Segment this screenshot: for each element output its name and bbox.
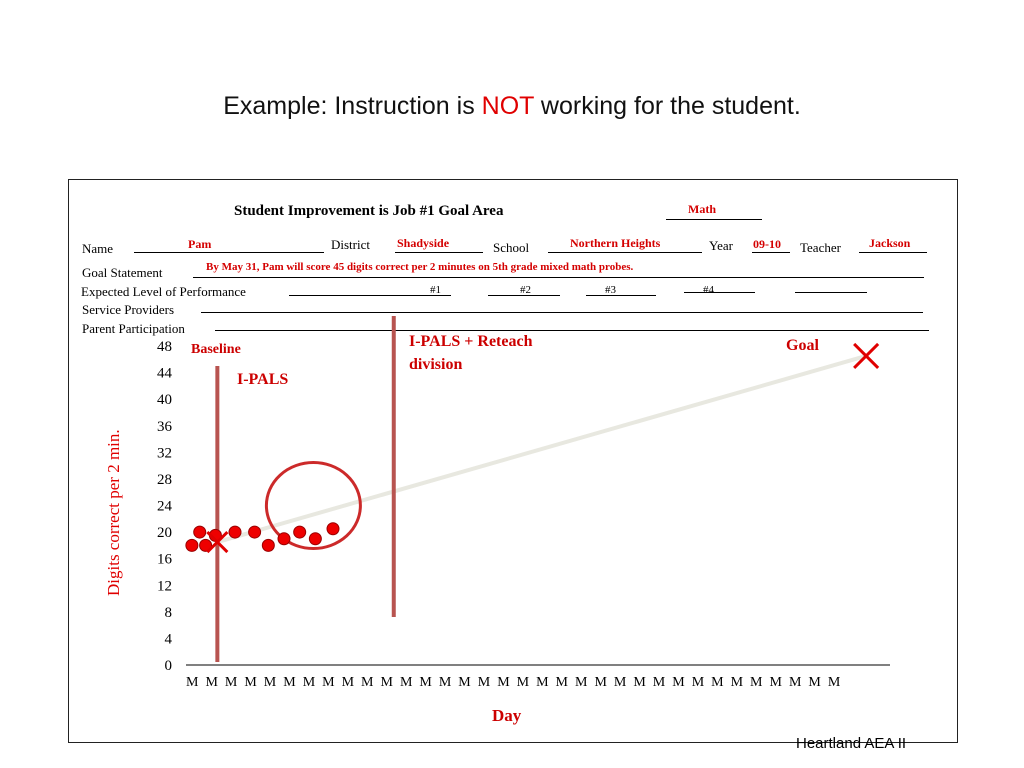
x-tick-label: M bbox=[613, 675, 627, 690]
x-tick-label: M bbox=[672, 675, 685, 690]
level-4-label: #4 bbox=[703, 284, 714, 296]
y-tick-label: 4 bbox=[164, 631, 172, 648]
teacher-label: Teacher bbox=[800, 240, 841, 255]
y-tick-label: 0 bbox=[164, 658, 172, 674]
y-tick-label: 40 bbox=[157, 392, 172, 409]
y-tick-label: 44 bbox=[157, 365, 172, 382]
x-tick-label: M bbox=[224, 675, 238, 690]
x-tick-label: M bbox=[730, 675, 744, 690]
data-point bbox=[186, 539, 198, 551]
x-tick-label: M bbox=[302, 675, 316, 690]
goal-marker bbox=[854, 344, 878, 368]
service-providers-label: Service Providers bbox=[82, 302, 175, 317]
x-tick-label: M bbox=[458, 675, 471, 690]
y-tick-label: 24 bbox=[157, 498, 172, 515]
form-heading: Student Improvement is Job #1 Goal Area bbox=[234, 203, 504, 219]
data-point bbox=[294, 526, 306, 538]
y-axis-label: Digits correct per 2 min. bbox=[104, 429, 123, 596]
level-2-label: #2 bbox=[520, 284, 531, 296]
x-tick-label: M bbox=[341, 675, 355, 690]
title-emphasis: NOT bbox=[481, 92, 534, 120]
x-axis-label: Day bbox=[492, 706, 522, 725]
data-point bbox=[262, 539, 274, 551]
year-label: Year bbox=[709, 238, 733, 253]
y-tick-label: 36 bbox=[157, 418, 172, 435]
x-tick-label: M bbox=[361, 675, 374, 690]
x-tick-label: M bbox=[283, 675, 296, 690]
data-point bbox=[194, 526, 206, 538]
data-point bbox=[278, 533, 290, 545]
x-tick-label: M bbox=[788, 675, 802, 690]
footer-credit: Heartland AEA II bbox=[796, 735, 907, 752]
district-label: District bbox=[331, 237, 370, 252]
x-tick-label: M bbox=[633, 675, 646, 690]
y-tick-label: 48 bbox=[157, 339, 172, 355]
parent-participation-label: Parent Participation bbox=[82, 321, 185, 336]
year-value: 09-10 bbox=[753, 237, 781, 251]
y-tick-label: 28 bbox=[157, 471, 172, 488]
level-3-label: #3 bbox=[605, 284, 616, 296]
x-tick-label: M bbox=[205, 675, 218, 690]
y-tick-label: 8 bbox=[164, 604, 172, 621]
goal-statement-value: By May 31, Pam will score 45 digits correct per 2 minutes on 5th grade mixed math probes. bbox=[206, 261, 634, 273]
ipals-label: I-PALS bbox=[237, 371, 289, 388]
data-point bbox=[309, 533, 321, 545]
district-value: Shadyside bbox=[397, 236, 450, 250]
name-label: Name bbox=[82, 241, 114, 256]
name-value: Pam bbox=[188, 237, 212, 251]
goal-statement-label: Goal Statement bbox=[82, 265, 163, 280]
x-tick-label: M bbox=[691, 675, 705, 690]
x-tick-label: M bbox=[380, 675, 393, 690]
x-tick-label: M bbox=[263, 675, 277, 690]
y-tick-label: 12 bbox=[157, 578, 172, 595]
x-tick-label: M bbox=[399, 675, 413, 690]
goal-area-value: Math bbox=[688, 202, 716, 216]
x-tick-label: M bbox=[555, 675, 568, 690]
data-point bbox=[229, 526, 241, 538]
y-tick-label: 32 bbox=[157, 445, 172, 462]
title-prefix: Example: Instruction is bbox=[223, 92, 482, 120]
x-tick-label: M bbox=[186, 675, 199, 690]
x-tick-label: M bbox=[652, 675, 666, 690]
level-1-label: #1 bbox=[430, 284, 441, 296]
title-suffix: working for the student. bbox=[533, 92, 801, 120]
x-tick-label: M bbox=[322, 675, 335, 690]
x-tick-label: M bbox=[419, 675, 432, 690]
expected-level-label: Expected Level of Performance bbox=[81, 284, 246, 299]
baseline-label: Baseline bbox=[191, 342, 241, 357]
x-tick-label: M bbox=[536, 675, 549, 690]
x-tick-label: M bbox=[575, 675, 588, 690]
school-label: School bbox=[493, 240, 530, 255]
data-point bbox=[327, 523, 339, 535]
x-tick-label: M bbox=[516, 675, 530, 690]
x-tick-label: M bbox=[497, 675, 510, 690]
x-tick-label: M bbox=[477, 675, 491, 690]
x-tick-label: M bbox=[750, 675, 763, 690]
x-tick-label: M bbox=[711, 675, 724, 690]
x-tick-label: M bbox=[827, 675, 841, 690]
teacher-value: Jackson bbox=[869, 236, 911, 250]
x-tick-label: M bbox=[244, 675, 257, 690]
goal-label: Goal bbox=[786, 337, 819, 354]
y-tick-label: 20 bbox=[157, 525, 172, 542]
x-tick-label: M bbox=[808, 675, 821, 690]
y-tick-label: 16 bbox=[157, 551, 172, 568]
x-tick-label: M bbox=[769, 675, 782, 690]
aimline bbox=[217, 356, 866, 542]
school-value: Northern Heights bbox=[570, 236, 661, 250]
reteach-label: I-PALS + Reteach division bbox=[409, 333, 533, 373]
x-tick-label: M bbox=[438, 675, 452, 690]
x-tick-label: M bbox=[594, 675, 607, 690]
data-point bbox=[249, 526, 261, 538]
